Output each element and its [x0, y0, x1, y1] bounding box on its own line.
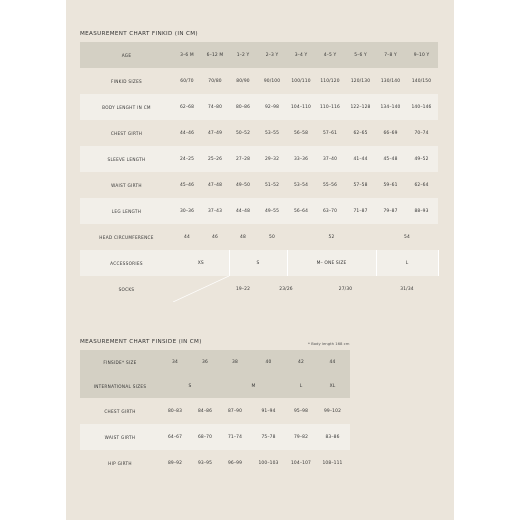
- table-cell: 89–92: [167, 460, 183, 466]
- body-length-note: * Body length 168 cm: [308, 341, 350, 346]
- finkid-chart-title: MEASUREMENT CHART FINKID (IN CM): [80, 31, 198, 37]
- age-cell: 9–10 Y: [405, 42, 438, 68]
- table-cell: 47–48: [207, 182, 223, 188]
- table-cell: 33–36: [287, 146, 315, 172]
- finside-header-label: FINSIDE* SIZE: [80, 350, 160, 374]
- table-cell: 93–95: [197, 460, 213, 466]
- size-cell: 38: [220, 350, 250, 374]
- table-cell: 108–111: [322, 460, 343, 466]
- row-label: CHEST GIRTH: [110, 130, 143, 136]
- table-cell: 134–140: [376, 94, 405, 120]
- table-cell: 53–54: [293, 182, 309, 188]
- table-cell: 104–110: [287, 94, 315, 120]
- diagonal-line-icon: [173, 276, 229, 302]
- table-cell: 53–55: [264, 130, 280, 136]
- table-cell: 91–94: [261, 408, 276, 414]
- table-cell: 51–52: [264, 182, 280, 188]
- table-cell: XL: [315, 374, 350, 398]
- age-cell: 3–4 Y: [287, 42, 315, 68]
- table-cell: 63–70: [315, 198, 345, 224]
- table-cell: 46: [212, 234, 218, 240]
- table-cell: 57–58: [353, 182, 368, 188]
- table-cell: 45–48: [376, 146, 405, 172]
- table-cell: 37–40: [315, 146, 345, 172]
- table-row: [80, 424, 350, 450]
- table-cell: 62–64: [414, 182, 429, 188]
- table-row: [80, 68, 438, 94]
- table-cell: 71–87: [345, 198, 376, 224]
- table-cell: 24–25: [173, 146, 201, 172]
- table-cell: 57–61: [322, 130, 338, 136]
- row-label: HIP GIRTH: [108, 460, 132, 466]
- finside-chart-title: MEASUREMENT CHART FINSIDE (IN CM): [80, 339, 202, 345]
- table-cell: 120/130: [350, 78, 371, 84]
- finside-size-header-row: [80, 350, 350, 374]
- age-cell: 4–5 Y: [315, 42, 345, 68]
- table-cell: 80/90: [236, 78, 250, 84]
- table-cell: 83–86: [315, 424, 350, 450]
- finkid-header-label: AGE: [80, 42, 173, 68]
- table-cell: 48: [240, 234, 246, 240]
- table-cell: 45–46: [179, 182, 195, 188]
- table-cell: 56–58: [293, 130, 309, 136]
- table-row: [80, 172, 438, 198]
- table-cell: 92–98: [257, 94, 287, 120]
- table-cell: 70/80: [208, 78, 222, 84]
- age-cell: 5–6 Y: [345, 42, 376, 68]
- table-cell: 88–93: [405, 198, 438, 224]
- table-cell: 31/34: [400, 286, 414, 292]
- table-cell: 68–70: [190, 424, 220, 450]
- table-cell: 44–48: [229, 198, 257, 224]
- table-row: [80, 120, 438, 146]
- table-cell: 49–55: [257, 198, 287, 224]
- table-cell: 122–128: [345, 94, 376, 120]
- table-cell: 23/26: [279, 286, 293, 292]
- socks-row: [80, 276, 438, 302]
- size-chart-page: [66, 0, 454, 520]
- table-cell: 74–80: [201, 94, 229, 120]
- table-cell: 104–107: [290, 460, 311, 466]
- table-cell: 87–90: [227, 408, 243, 414]
- table-cell: 110/120: [320, 78, 340, 84]
- table-row: [80, 146, 438, 172]
- table-cell: 50: [269, 234, 275, 240]
- table-cell: 71–74: [220, 424, 250, 450]
- table-row: [80, 450, 350, 476]
- table-cell: S: [229, 250, 287, 276]
- table-cell: 49–52: [405, 146, 438, 172]
- table-cell: 140–146: [405, 94, 438, 120]
- finside-measurement-table: [80, 350, 350, 476]
- table-cell: 29–32: [257, 146, 287, 172]
- row-label: WAIST GIRTH: [111, 182, 142, 188]
- table-cell: 90/100: [263, 78, 281, 84]
- size-cell: 42: [287, 350, 315, 374]
- table-cell: 79–87: [376, 198, 405, 224]
- table-cell: M: [220, 374, 287, 398]
- row-label: LEG LENGTH: [80, 198, 173, 224]
- table-cell: 50–52: [235, 130, 251, 136]
- table-cell: 59–61: [383, 182, 398, 188]
- table-cell: 27/30: [338, 286, 353, 292]
- table-cell: L: [376, 250, 438, 276]
- table-cell: L: [287, 374, 315, 398]
- table-cell: 44–46: [179, 130, 195, 136]
- table-cell: 64–67: [160, 424, 190, 450]
- table-row: [80, 94, 438, 120]
- finkid-age-header-row: [80, 42, 438, 68]
- table-cell: 130/140: [380, 78, 401, 84]
- table-cell: 55–56: [322, 182, 338, 188]
- size-cell: 40: [250, 350, 287, 374]
- age-cell: 1–2 Y: [229, 42, 257, 68]
- age-cell: 3–6 M: [173, 42, 201, 68]
- table-cell: 49–50: [235, 182, 251, 188]
- table-cell: 19–22: [235, 286, 251, 292]
- age-cell: 2–3 Y: [257, 42, 287, 68]
- row-label: CHEST GIRTH: [104, 408, 136, 414]
- age-cell: 6–12 M: [201, 42, 229, 68]
- size-cell: 36: [190, 350, 220, 374]
- table-cell: S: [160, 374, 220, 398]
- size-cell: 44: [315, 350, 350, 374]
- table-cell: M– ONE SIZE: [287, 250, 376, 276]
- table-cell: 70–74: [414, 130, 429, 136]
- row-label: ACCESSORIES: [80, 250, 173, 276]
- row-label: BODY LENGHT IN CM: [80, 94, 173, 120]
- table-cell: 75–78: [250, 424, 287, 450]
- age-cell: 7–8 Y: [376, 42, 405, 68]
- row-label: SLEEVE LENGTH: [80, 146, 173, 172]
- table-cell: 100–103: [258, 460, 279, 466]
- table-cell: 100/110: [291, 78, 311, 84]
- table-cell: 96–99: [227, 460, 243, 466]
- table-cell: 84–86: [197, 408, 213, 414]
- table-cell: 41–44: [345, 146, 376, 172]
- size-cell: 34: [160, 350, 190, 374]
- table-cell: 140/150: [411, 78, 432, 84]
- row-label: INTERNATIONAL SIZES: [80, 374, 160, 398]
- table-cell: 25–26: [201, 146, 229, 172]
- table-cell: 99–102: [323, 408, 342, 414]
- table-cell: 54: [404, 234, 410, 240]
- table-row: [80, 398, 350, 424]
- finkid-measurement-table: [80, 42, 438, 302]
- table-cell: 52: [328, 234, 335, 240]
- row-label: HEAD CIRCUMFERENCE: [99, 234, 154, 240]
- table-cell: 27–28: [229, 146, 257, 172]
- socks-empty-cell: [173, 276, 229, 302]
- table-cell: 95–98: [293, 408, 309, 414]
- table-cell: 62–65: [353, 130, 368, 136]
- table-cell: 80–86: [229, 94, 257, 120]
- table-cell: 56–64: [287, 198, 315, 224]
- table-cell: 30–36: [173, 198, 201, 224]
- table-cell: 62–68: [173, 94, 201, 120]
- table-row: [80, 198, 438, 224]
- table-cell: 110–116: [315, 94, 345, 120]
- row-label: SOCKS: [118, 286, 135, 292]
- table-cell: 66–69: [383, 130, 398, 136]
- table-cell: 80–83: [167, 408, 183, 414]
- table-cell: XS: [173, 250, 229, 276]
- accessories-row: [80, 250, 438, 276]
- table-cell: 44: [184, 234, 190, 240]
- table-cell: 60/70: [180, 78, 194, 84]
- table-cell: 79–82: [287, 424, 315, 450]
- head-circumference-row: [80, 224, 438, 250]
- international-sizes-row: [80, 374, 350, 398]
- table-cell: 37–43: [201, 198, 229, 224]
- row-label: FINKID SIZES: [111, 78, 142, 84]
- row-label: WAIST GIRTH: [80, 424, 160, 450]
- table-cell: 47–49: [207, 130, 223, 136]
